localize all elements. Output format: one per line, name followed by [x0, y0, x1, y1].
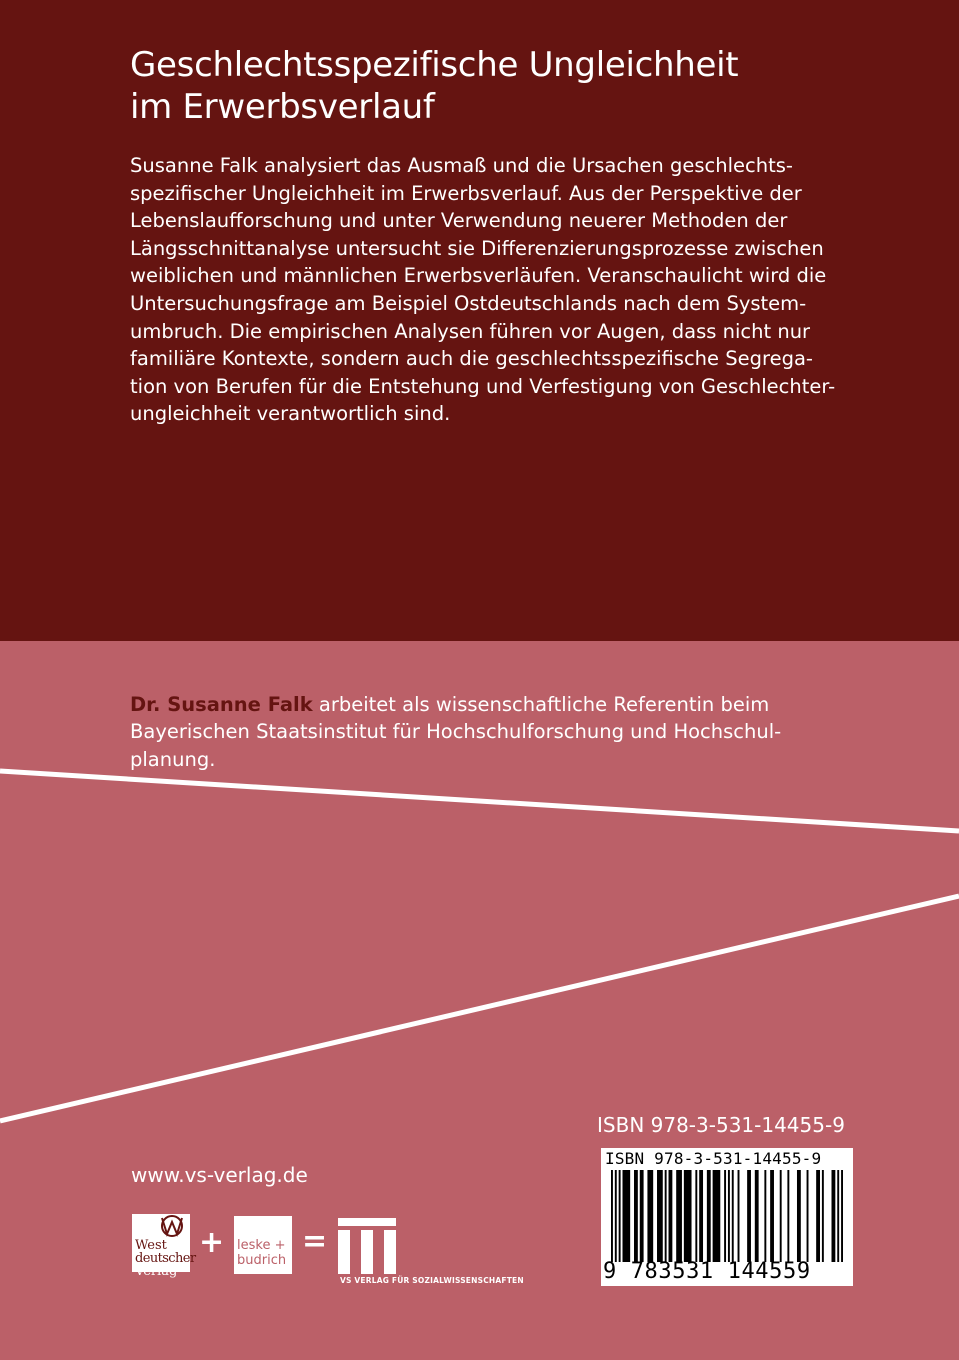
- barcode-bar: [707, 1170, 711, 1262]
- barcode-bar: [787, 1170, 789, 1262]
- barcode-bar: [640, 1170, 644, 1262]
- book-title-line: im Erwerbsverlauf: [130, 87, 435, 127]
- barcode-bar: [807, 1170, 809, 1262]
- book-title-line: Geschlechtsspezifische Ungleichheit: [130, 45, 739, 85]
- barcode-bar: [780, 1170, 782, 1262]
- barcode-bar: [619, 1170, 621, 1262]
- barcode-bar: [669, 1170, 673, 1262]
- description-line: ungleichheit verantwortlich sind.: [130, 402, 451, 426]
- publisher-website: www.vs-verlag.de: [131, 1163, 308, 1187]
- wdv-logo-line: Verlag: [135, 1264, 178, 1279]
- westdeutscher-verlag-logo: [132, 1214, 196, 1286]
- barcode-bar: [724, 1170, 726, 1262]
- isbn-text: ISBN 978-3-531-14455-9: [597, 1113, 845, 1137]
- barcode-bars: [611, 1170, 843, 1262]
- barcode-bar: [822, 1170, 824, 1262]
- barcode-bar: [732, 1170, 734, 1262]
- barcode-bar: [755, 1170, 759, 1262]
- leske-budrich-logo-line: budrich: [237, 1253, 287, 1268]
- description-line: spezifischer Ungleichheit im Erwerbsverlauf. Aus der Perspektive der: [130, 181, 802, 205]
- wdv-logo-line: deutscher: [135, 1251, 196, 1266]
- barcode-bar: [634, 1170, 638, 1262]
- wdv-logo-line: West: [135, 1238, 167, 1253]
- barcode-bar: [695, 1170, 697, 1262]
- barcode-bar: [615, 1170, 617, 1262]
- isbn-barcode: [601, 1148, 853, 1286]
- author-bio-line: Bayerischen Staatsinstitut für Hochschulforschung und Hochschul-: [130, 720, 782, 744]
- author-name: Dr. Susanne Falk: [130, 693, 313, 716]
- barcode-bar: [738, 1170, 740, 1262]
- barcode-bar: [676, 1170, 682, 1262]
- barcode-bar: [684, 1170, 692, 1262]
- barcode-digits: 9 783531 144559: [603, 1259, 811, 1284]
- vs-verlag-logo: [338, 1218, 563, 1290]
- barcode-bar: [623, 1170, 631, 1262]
- barcode-bar: [764, 1170, 766, 1262]
- barcode-bar: [841, 1170, 843, 1262]
- leske-budrich-logo: [234, 1216, 292, 1274]
- description-line: tion von Berufen für die Entstehung und Verfestigung von Geschlechter-: [130, 374, 836, 398]
- plus-sign: +: [199, 1225, 225, 1260]
- author-bio-text: arbeitet als wissenschaftliche Referentin beim: [312, 693, 770, 716]
- barcode-bar: [797, 1170, 801, 1262]
- vs-verlag-name: VS VERLAG FÜR SOZIALWISSENSCHAFTEN: [340, 1276, 524, 1285]
- barcode-bar: [832, 1170, 836, 1262]
- barcode-bar: [747, 1170, 751, 1262]
- barcode-bar: [699, 1170, 703, 1262]
- barcode-bar: [665, 1170, 667, 1262]
- author-bio-line: planung.: [130, 747, 216, 771]
- description-line: weiblichen und männlichen Erwerbsverläufen. Veranschaulicht wird die: [130, 264, 827, 288]
- barcode-bar: [657, 1170, 663, 1262]
- barcode-bar: [647, 1170, 653, 1262]
- barcode-bar: [611, 1170, 613, 1262]
- description-line: Lebenslaufforschung und unter Verwendung neuerer Methoden der: [130, 209, 788, 233]
- description-line: Susanne Falk analysiert das Ausmaß und die Ursachen geschlechts-: [130, 154, 793, 177]
- leske-budrich-logo-line: leske +: [237, 1238, 286, 1253]
- barcode-bar: [728, 1170, 730, 1262]
- decorative-line-lower: [0, 896, 959, 1121]
- description-line: Längsschnittanalyse untersucht sie Differenzierungsprozesse zwischen: [130, 236, 824, 260]
- description-line: familiäre Kontexte, sondern auch die geschlechtsspezifische Segrega-: [130, 347, 813, 371]
- equals-sign: =: [302, 1224, 328, 1259]
- westdeutscher-verlag-logo-text: [135, 1239, 195, 1278]
- barcode-bar: [770, 1170, 774, 1262]
- decorative-line-upper: [0, 771, 959, 831]
- barcode-bar: [816, 1170, 820, 1262]
- description-line: Untersuchungsfrage am Beispiel Ostdeutschlands nach dem System-: [130, 291, 807, 315]
- barcode-bar: [713, 1170, 721, 1262]
- description-line: umbruch. Die empirischen Analysen führen vor Augen, dass nicht nur: [130, 319, 811, 343]
- barcode-isbn-label: ISBN 978-3-531-14455-9: [605, 1149, 822, 1168]
- vs-verlag-mark-icon: [338, 1218, 398, 1274]
- barcode-bar: [837, 1170, 839, 1262]
